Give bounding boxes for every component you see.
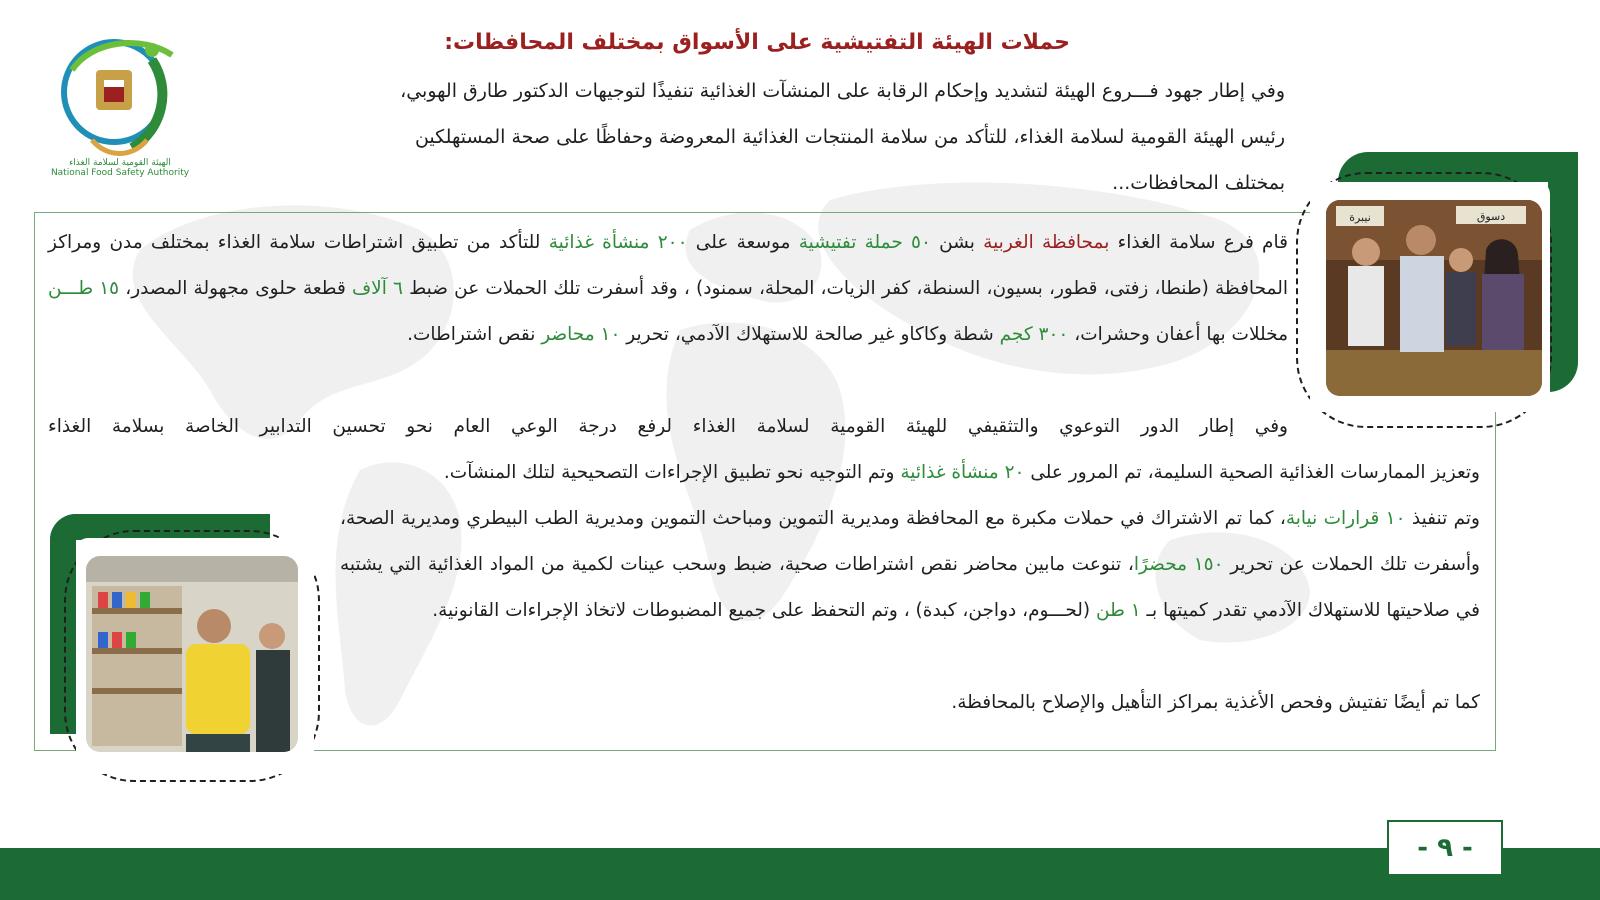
- paragraph-awareness-line2: [340, 450, 1480, 496]
- paragraph-awareness-line1: وفي إطار الدور التوعوي والتثقيفي للهيئة القومية لسلامة الغذاء لرفع درجة الوعي العام نحو تحسين التدابير الخاصة بسلامة الغذاء: [48, 416, 1288, 437]
- p1-highlight-facilities: ٢٠٠ منشأة غذائية: [548, 232, 688, 253]
- inspection-photo-store: [86, 556, 298, 752]
- paragraph-rehab-centers: كما تم أيضًا تفتيش وفحص الأغذية بمراكز التأهيل والإصلاح بالمحافظة.: [951, 692, 1480, 713]
- p1-highlight-chili: ٣٠٠ كجم: [999, 324, 1069, 345]
- p1-text-1: قام فرع سلامة الغذاء: [1109, 232, 1288, 253]
- page-number: - ٩ -: [1387, 820, 1503, 876]
- p1-text-8: نقص اشتراطات.: [407, 324, 542, 345]
- p3-text-3: ، تنوعت مابين محاضر نقص اشتراطات صحية، ضبط وسحب عينات لكمية من المواد الغذائية التي يشتبه في صلاحيتها للاستهلاك الآدمي تقدر كميتها بـ: [340, 554, 1480, 621]
- p2-highlight-facilities: ٢٠ منشأة غذائية: [900, 462, 1025, 483]
- footer-bar: [0, 848, 1600, 900]
- svg-text:دسوق: دسوق: [1476, 210, 1506, 223]
- p1-highlight-pickles: ١٥ طـــن: [48, 278, 120, 299]
- p3-text-4: (لحـــوم، دواجن، كبدة) ، وتم التحفظ على جميع المضبوطات لاتخاذ الإجراءات القانونية.: [432, 600, 1097, 621]
- p1-text-4: للتأكد من تطبيق اشتراطات سلامة الغذاء بمختلف مدن ومراكز المحافظة (طنطا، زفتى، قطور، بسيون، السنطة، كفر الزيات، المحلة، سمنود) ، وقد أسفرت تلك الحملات عن ضبط: [48, 232, 1288, 299]
- p1-text-7: شطة وكاكاو غير صالحة للاستهلاك الآدمي، تحرير: [620, 324, 1000, 345]
- p1-text-6: مخللات بها أعفان وحشرات،: [1068, 324, 1288, 345]
- page-heading: حملات الهيئة التفتيشية على الأسواق بمختلف المحافظات:: [444, 30, 1070, 55]
- p1-text-2: بشن: [930, 232, 984, 253]
- p1-highlight-reports: ١٠ محاضر: [541, 324, 621, 345]
- paragraph-gharbia-campaigns: [48, 220, 1288, 358]
- p2-text-2: وتم التوجيه نحو تطبيق الإجراءات التصحيحية لتلك المنشآت.: [443, 462, 901, 483]
- logo-arabic-text: الهيئة القومية لسلامة الغذاء: [69, 158, 171, 168]
- p3-highlight-reports: ١٥٠ محضرًا: [1133, 554, 1224, 575]
- p3-text-2: ، كما تم الاشتراك في حملات مكبرة مع المحافظة ومديرية التموين ومباحث التموين ومديرية الطب البيطري ومديرية الصحة، وأسفرت تلك الحملات عن تحرير: [340, 508, 1480, 575]
- p3-highlight-decisions: ١٠ قرارات نيابة: [1285, 508, 1406, 529]
- p1-text-5: قطعة حلوى مجهولة المصدر،: [119, 278, 352, 299]
- p2-text-1: وتعزيز الممارسات الغذائية الصحية السليمة، تم المرور على: [1024, 462, 1480, 483]
- p1-highlight-governorate: بمحافظة الغربية: [983, 232, 1110, 253]
- p1-highlight-sweets: ٦ آلاف: [351, 278, 403, 299]
- logo-english-text: National Food Safety Authority: [50, 168, 190, 178]
- paragraph-joint-campaigns: [340, 496, 1480, 634]
- p3-text-1: وتم تنفيذ: [1405, 508, 1480, 529]
- p1-text-3: موسعة على: [687, 232, 799, 253]
- intro-paragraph: وفي إطار جهود فـــروع الهيئة لتشديد وإحكام الرقابة على المنشآت الغذائية تنفيذًا لتوجيهات الدكتور طارق الهوبي، رئيس الهيئة القومية لسلامة الغذاء، للتأكد من سلامة المنتجات الغذائية المعروضة وحفاظًا على صحة المستهلكين بمختلف المحافظات...: [400, 80, 1285, 194]
- inspection-photo-market: [1326, 200, 1542, 396]
- svg-text:نيبرة: نيبرة: [1349, 211, 1371, 224]
- p3-highlight-ton: ١ طن: [1096, 600, 1141, 621]
- p1-highlight-campaigns: ٥٠ حملة تفتيشية: [798, 232, 931, 253]
